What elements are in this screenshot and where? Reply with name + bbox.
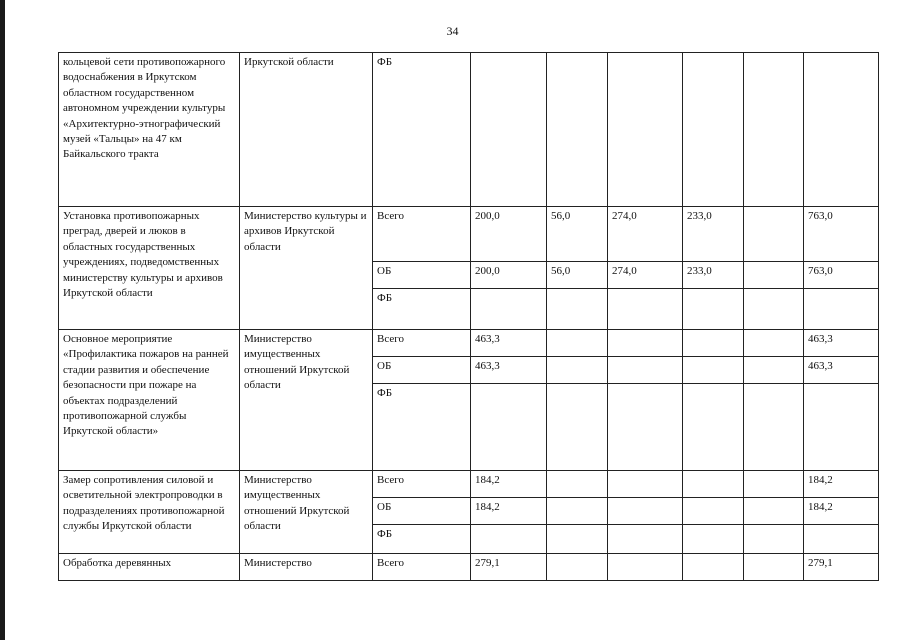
executor-cell: Министерство имущественных отношений Иркутской области [240,471,373,554]
year-value-cell [547,53,608,207]
funding-source-cell: Всего [373,554,471,581]
year-value-cell [608,384,683,471]
year-value-cell: 463,3 [471,357,547,384]
table-row [59,207,879,262]
measure-name-cell: Обработка деревянных [59,554,240,581]
funding-source-cell: ФБ [373,384,471,471]
year-value-cell: 274,0 [608,207,683,262]
year-value-cell: 233,0 [683,207,744,262]
table-row [59,330,879,357]
year-value-cell: 200,0 [471,262,547,289]
measure-name-cell: Замер сопротивления силовой и осветительной электропроводки в подразделениях противопожарной службы Иркутской области [59,471,240,554]
total-value-cell: 763,0 [804,207,879,262]
year-value-cell [744,498,804,525]
year-value-cell [471,289,547,330]
year-value-cell [547,554,608,581]
executor-cell: Иркутской области [240,53,373,207]
year-value-cell [547,471,608,498]
scan-edge-bar [0,0,5,640]
total-value-cell: 184,2 [804,471,879,498]
funding-source-cell: ОБ [373,357,471,384]
year-value-cell: 56,0 [547,262,608,289]
table-row [59,53,879,207]
year-value-cell [744,53,804,207]
year-value-cell: 279,1 [471,554,547,581]
executor-cell: Министерство [240,554,373,581]
executor-cell: Министерство имущественных отношений Иркутской области [240,330,373,471]
year-value-cell [744,357,804,384]
year-value-cell [471,53,547,207]
year-value-cell [547,498,608,525]
total-value-cell: 463,3 [804,330,879,357]
funding-source-cell: Всего [373,207,471,262]
year-value-cell [683,554,744,581]
measure-name-cell: Основное мероприятие «Профилактика пожаров на ранней стадии развития и обеспечение безопасности при пожаре на объектах подразделений противопожарной службы Иркутской области» [59,330,240,471]
year-value-cell [608,471,683,498]
year-value-cell [608,525,683,554]
funding-source-cell: Всего [373,471,471,498]
year-value-cell: 463,3 [471,330,547,357]
funding-source-cell: Всего [373,330,471,357]
year-value-cell [683,53,744,207]
year-value-cell: 56,0 [547,207,608,262]
year-value-cell [683,330,744,357]
program-table [58,52,879,581]
total-value-cell [804,525,879,554]
year-value-cell [744,262,804,289]
year-value-cell [744,207,804,262]
year-value-cell [547,525,608,554]
year-value-cell [744,384,804,471]
year-value-cell [683,357,744,384]
total-value-cell [804,384,879,471]
measure-name-cell: Установка противопожарных преград, дверей и люков в областных государственных учреждениях, подведомственных министерству культуры и архивов Иркутской области [59,207,240,330]
year-value-cell [547,384,608,471]
year-value-cell [471,384,547,471]
year-value-cell [683,498,744,525]
year-value-cell [683,289,744,330]
year-value-cell [744,554,804,581]
year-value-cell [683,471,744,498]
year-value-cell [608,357,683,384]
year-value-cell [744,471,804,498]
table-row [59,471,879,498]
year-value-cell [744,289,804,330]
year-value-cell [608,289,683,330]
funding-source-cell: ФБ [373,289,471,330]
total-value-cell: 279,1 [804,554,879,581]
funding-source-cell: ФБ [373,53,471,207]
funding-source-cell: ФБ [373,525,471,554]
page-number: 34 [446,24,459,38]
year-value-cell: 233,0 [683,262,744,289]
total-value-cell [804,53,879,207]
table-body [59,53,879,581]
executor-cell: Министерство культуры и архивов Иркутской области [240,207,373,330]
measure-name-cell: кольцевой сети противопожарного водоснабжения в Иркутском областном государственном автономном учреждении культуры «Архитектурно-этнографический музей «Тальцы» на 47 км Байкальского тракта [59,53,240,207]
year-value-cell [744,330,804,357]
year-value-cell [547,289,608,330]
total-value-cell: 763,0 [804,262,879,289]
year-value-cell [608,330,683,357]
year-value-cell [547,330,608,357]
funding-source-cell: ОБ [373,262,471,289]
total-value-cell: 184,2 [804,498,879,525]
year-value-cell [608,554,683,581]
year-value-cell [547,357,608,384]
year-value-cell [683,525,744,554]
year-value-cell: 184,2 [471,498,547,525]
total-value-cell [804,289,879,330]
year-value-cell: 274,0 [608,262,683,289]
funding-source-cell: ОБ [373,498,471,525]
year-value-cell [744,525,804,554]
year-value-cell: 184,2 [471,471,547,498]
year-value-cell [608,53,683,207]
year-value-cell: 200,0 [471,207,547,262]
table-row [59,554,879,581]
year-value-cell [471,525,547,554]
year-value-cell [608,498,683,525]
total-value-cell: 463,3 [804,357,879,384]
year-value-cell [683,384,744,471]
